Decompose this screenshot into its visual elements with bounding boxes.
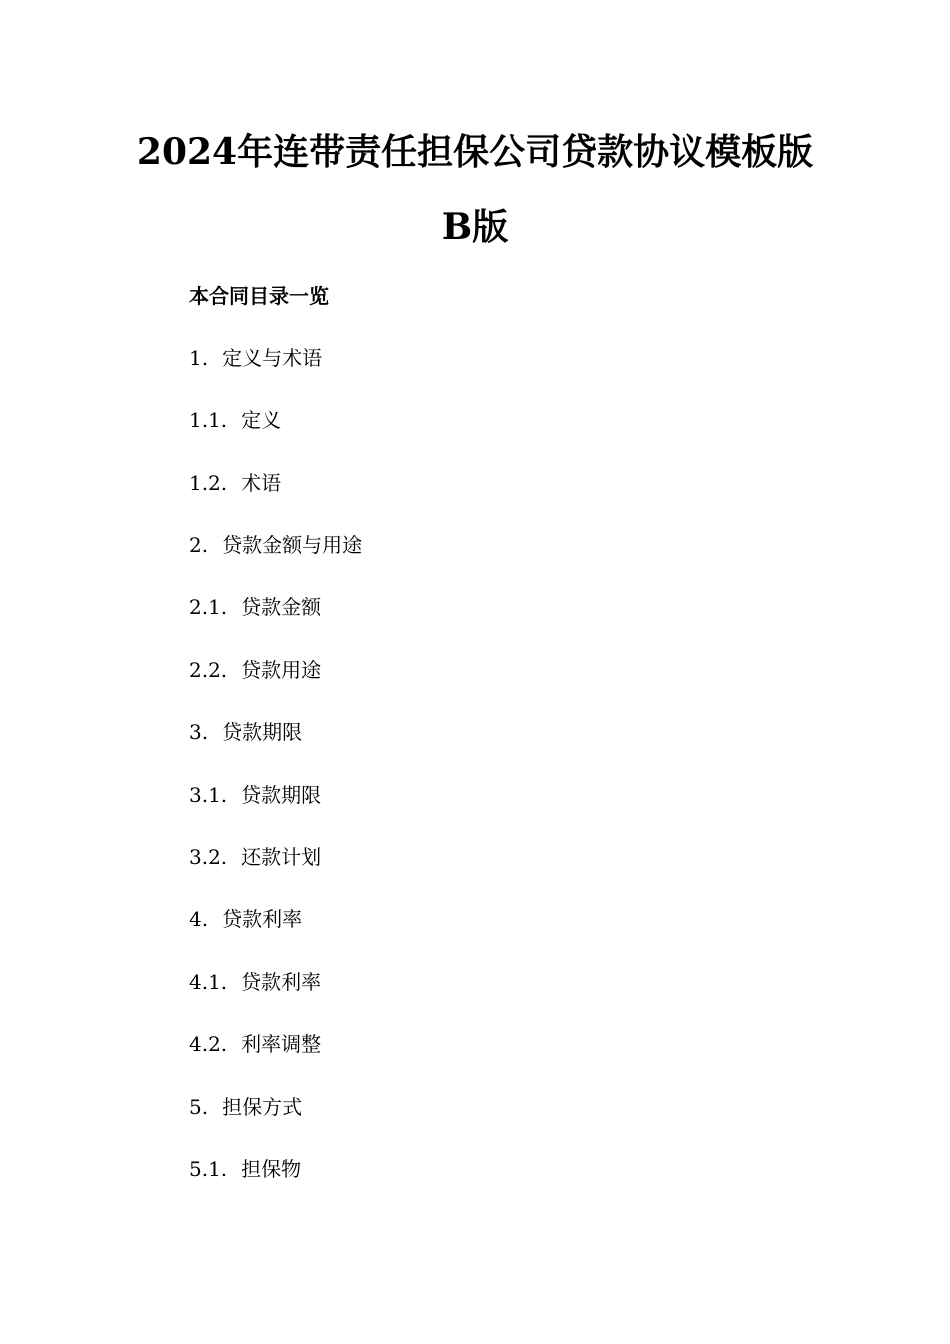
toc-item (189, 406, 281, 434)
toc-item-number: 4.2. (189, 1032, 228, 1056)
toc-item-label: 贷款金额与用途 (222, 533, 363, 557)
toc-item (189, 781, 321, 809)
toc-item-number: 3. (189, 720, 209, 744)
toc-item-number: 5.1. (189, 1157, 228, 1181)
toc-heading: 本合同目录一览 (189, 284, 329, 308)
document-title-line-2: B版 (441, 206, 509, 248)
toc-item (189, 531, 362, 559)
toc-item-label: 定义 (241, 408, 282, 432)
toc-item (189, 843, 321, 871)
toc-item-number: 2.1. (189, 595, 228, 619)
toc-item-number: 1.2. (189, 471, 228, 495)
toc-item-number: 4. (189, 907, 209, 931)
toc-item-label: 担保物 (241, 1157, 302, 1181)
toc-item-label: 利率调整 (241, 1032, 322, 1056)
toc-item-number: 2.2. (189, 658, 228, 682)
toc-item-label: 定义与术语 (222, 346, 323, 370)
toc-item-number: 1. (189, 346, 209, 370)
toc-item (189, 1030, 321, 1058)
toc-item (189, 469, 281, 497)
toc-item-label: 贷款利率 (222, 907, 303, 931)
toc-item-number: 1.1. (189, 408, 228, 432)
toc-item-label: 贷款金额 (241, 595, 322, 619)
toc-item (189, 1155, 301, 1183)
toc-item-label: 担保方式 (222, 1095, 303, 1119)
toc-item (189, 968, 321, 996)
toc-item-label: 贷款期限 (241, 783, 322, 807)
toc-item-label: 贷款用途 (241, 658, 322, 682)
toc-item-label: 贷款利率 (241, 970, 322, 994)
toc-item-number: 2. (189, 533, 209, 557)
toc-item (189, 593, 321, 621)
toc-item (189, 344, 322, 372)
document-title-line-1: 2024年连带责任担保公司贷款协议模板版 (136, 131, 814, 173)
toc-item (189, 1093, 302, 1121)
toc-item-number: 5. (189, 1095, 209, 1119)
toc-item-label: 术语 (241, 471, 282, 495)
toc-item-label: 还款计划 (241, 845, 322, 869)
toc-item-number: 3.1. (189, 783, 228, 807)
toc-item-number: 4.1. (189, 970, 228, 994)
toc-item (189, 718, 302, 746)
toc-item (189, 905, 302, 933)
toc-item (189, 656, 321, 684)
toc-item-label: 贷款期限 (222, 720, 303, 744)
toc-item-number: 3.2. (189, 845, 228, 869)
